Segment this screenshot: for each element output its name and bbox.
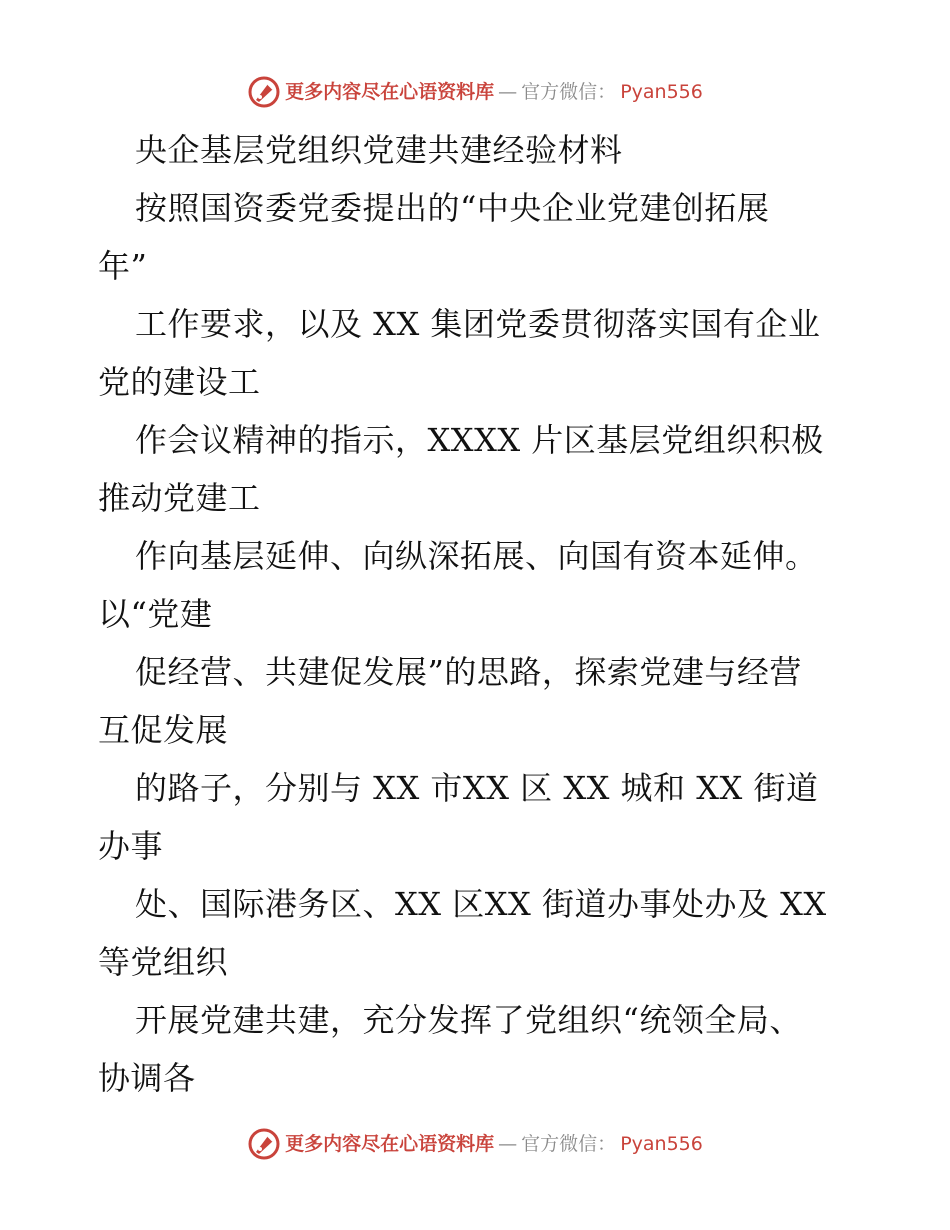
paragraph-line: 的路子，分别与 XX 市XX 区 XX 城和 XX 街道	[135, 769, 819, 807]
banner-dash: —	[498, 81, 518, 103]
banner-dash: —	[498, 1133, 518, 1155]
document-body	[98, 121, 858, 1107]
pen-nib-logo-icon	[247, 75, 281, 109]
banner-wechat-id: Pyan556	[620, 1133, 703, 1155]
paragraph-line: 推动党建工	[98, 479, 261, 517]
banner-wechat-label: 官方微信：	[521, 1133, 617, 1155]
paragraph-line: 开展党建共建，充分发挥了党组织“统领全局、	[135, 1001, 802, 1039]
paragraph-line: 处、国际港务区、XX 区XX 街道办事处办及 XX	[135, 885, 827, 923]
banner-wechat-label: 官方微信：	[521, 81, 617, 103]
footer-banner	[0, 1127, 950, 1161]
banner-brand-text: 更多内容尽在心语资料库	[285, 1133, 495, 1155]
paragraph-line: 作向基层延伸、向纵深拓展、向国有资本延伸。	[135, 537, 818, 575]
paragraph-line: 促经营、共建促发展”的思路，探索党建与经营	[135, 653, 802, 691]
paragraph-line: 工作要求，以及 XX 集团党委贯彻落实国有企业	[135, 305, 821, 343]
banner-brand-text: 更多内容尽在心语资料库	[285, 81, 495, 103]
paragraph-line: 党的建设工	[98, 363, 261, 401]
banner-wechat-id: Pyan556	[620, 81, 703, 103]
document-title: 央企基层党组织党建共建经验材料	[135, 131, 623, 169]
paragraph-line: 按照国资委党委提出的“中央企业党建创拓展	[135, 189, 770, 227]
header-banner	[0, 75, 950, 109]
paragraph-line: 等党组织	[98, 943, 229, 981]
paragraph-line: 作会议精神的指示，XXXX 片区基层党组织积极	[135, 421, 824, 459]
paragraph-line: 年”	[98, 247, 148, 285]
paragraph-line: 协调各	[98, 1059, 196, 1097]
paragraph-line: 办事	[98, 827, 164, 865]
paragraph-line: 以“党建	[98, 595, 213, 633]
pen-nib-logo-icon	[247, 1127, 281, 1161]
paragraph-line: 互促发展	[98, 711, 229, 749]
